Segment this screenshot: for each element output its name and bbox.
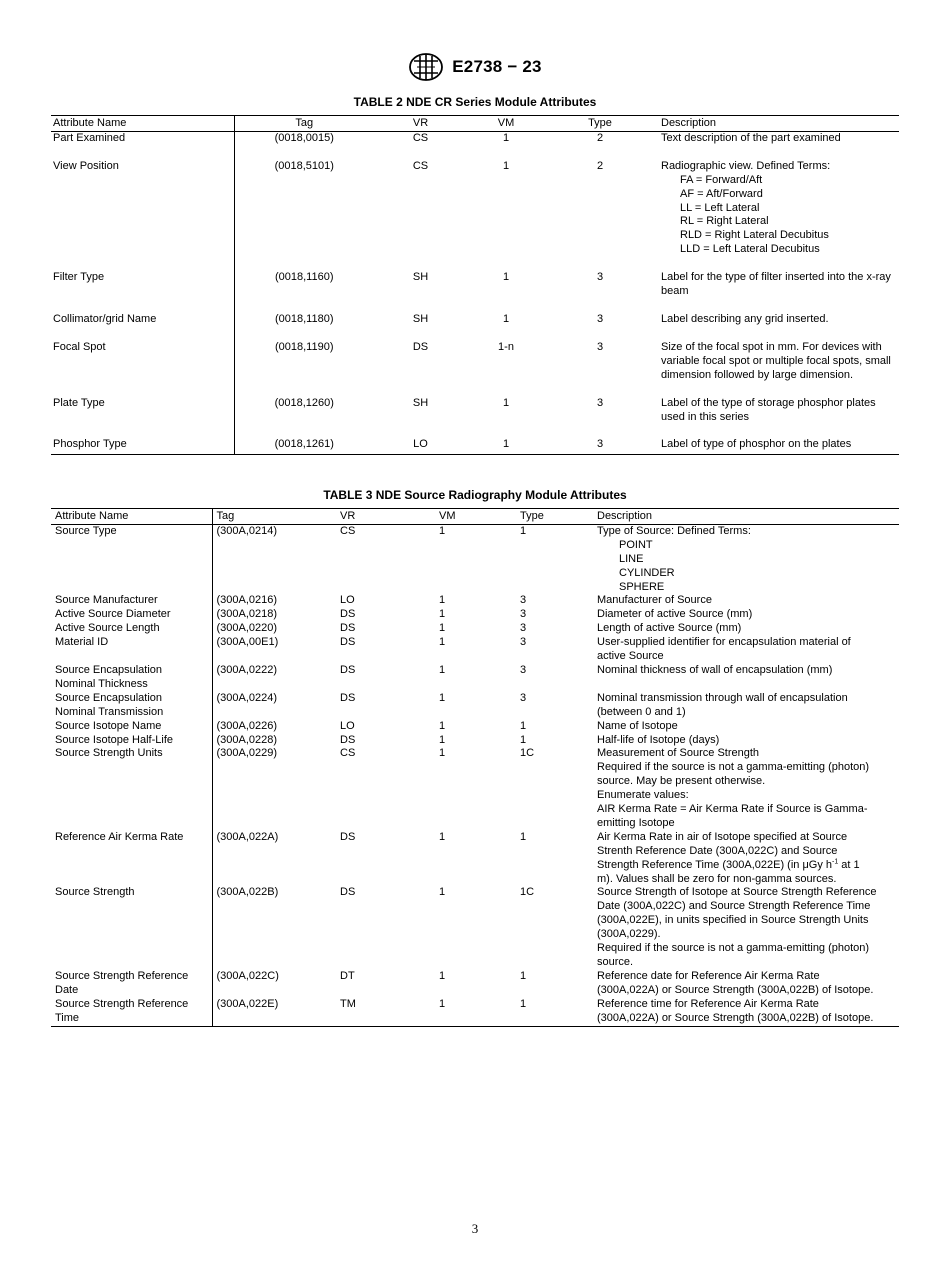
attribute-tag: (0018,1160) <box>274 271 334 284</box>
description-line: Strenth Reference Date (300A,022C) and Source <box>597 844 838 857</box>
attribute-vm: 1 <box>439 997 446 1010</box>
attribute-vr: SH <box>412 312 429 325</box>
attribute-name: Source Isotope Name <box>51 720 212 734</box>
description-line: Measurement of Source Strength <box>597 747 760 760</box>
attribute-tag: (300A,0226) <box>216 719 278 732</box>
attribute-tag: (300A,0216) <box>216 594 278 607</box>
column-header: Description <box>655 116 899 132</box>
column-header: VM <box>467 116 545 132</box>
table2-title: TABLE 2 NDE CR Series Module Attributes <box>353 95 597 109</box>
attribute-name: Source Strength Units <box>51 747 212 830</box>
attribute-vr: TM <box>340 997 356 1010</box>
table-row <box>51 313 899 341</box>
attribute-tag: (0018,1180) <box>274 312 334 325</box>
attribute-name: Active Source Diameter <box>51 608 212 622</box>
attribute-name: Source Type <box>51 524 212 594</box>
description-line: (300A,022A) or Source Strength (300A,022B) of Isotope. <box>597 1011 874 1024</box>
description-line: used in this series <box>661 410 750 423</box>
defined-term: POINT <box>619 538 653 551</box>
attribute-name-line: Source Strength Reference <box>55 997 189 1010</box>
attribute-name: View Position <box>51 160 234 271</box>
attribute-description: Diameter of active Source (mm) <box>597 608 753 621</box>
attribute-type: 3 <box>596 271 604 284</box>
table-row <box>51 341 899 397</box>
description-line: active Source <box>597 650 664 663</box>
attribute-type: 3 <box>596 438 604 451</box>
attribute-tag: (0018,1190) <box>274 340 334 353</box>
attribute-vm: 1 <box>502 312 510 325</box>
attribute-vm: 1 <box>439 663 446 676</box>
column-header: VR <box>336 509 435 525</box>
attribute-tag: (300A,022C) <box>216 969 279 982</box>
attribute-description <box>593 970 899 998</box>
attribute-vr: DS <box>340 830 356 843</box>
defined-term: LINE <box>619 552 644 565</box>
description-line: (between 0 and 1) <box>597 705 686 718</box>
document-designation: E2738 − 23 <box>452 57 542 76</box>
column-header: Type <box>545 116 655 132</box>
attribute-type: 1 <box>520 830 527 843</box>
page-number: 3 <box>471 1221 479 1236</box>
table-row <box>51 438 899 454</box>
attribute-vm: 1 <box>502 396 510 409</box>
table-row <box>51 636 899 664</box>
astm-logo-icon <box>408 52 444 82</box>
attribute-vm: 1 <box>439 733 446 746</box>
table3-header-row <box>51 509 899 525</box>
description-line: m). Values shall be zero for non-gamma sources. <box>597 872 837 885</box>
attribute-description <box>593 524 899 594</box>
attribute-tag: (300A,0218) <box>216 608 278 621</box>
attribute-description <box>593 636 899 664</box>
attribute-description: Half-life of Isotope (days) <box>597 733 720 746</box>
defined-term: RLD = Right Lateral Decubitus <box>680 229 829 242</box>
attribute-name <box>51 998 212 1026</box>
description-line: emitting Isotope <box>597 816 675 829</box>
attribute-description: Name of Isotope <box>597 719 678 732</box>
attribute-name: Collimator/grid Name <box>51 313 234 341</box>
attribute-tag: (300A,0224) <box>216 691 278 704</box>
attribute-description <box>593 831 899 887</box>
description-text: Strength Reference Time (300A,022E) (in μGy h <box>597 858 833 871</box>
attribute-vm: 1 <box>502 159 510 172</box>
attribute-type: 1 <box>520 733 527 746</box>
table-row <box>51 998 899 1026</box>
defined-term: SPHERE <box>619 580 665 593</box>
attribute-vr: DS <box>340 733 356 746</box>
attribute-type: 2 <box>596 159 604 172</box>
attribute-name <box>51 970 212 998</box>
table-row <box>51 886 899 969</box>
attribute-name-line: Source Strength Reference <box>55 969 189 982</box>
attribute-tag: (300A,022A) <box>216 830 279 843</box>
attribute-type: 3 <box>520 636 527 649</box>
attribute-description <box>593 747 899 830</box>
attribute-vm: 1 <box>439 691 446 704</box>
description-line: variable focal spot or multiple focal spots, small <box>661 354 891 367</box>
description-line: Label of the type of storage phosphor plates <box>661 396 876 409</box>
attribute-vr: DS <box>340 886 356 899</box>
attribute-description: Label describing any grid inserted. <box>661 312 829 325</box>
attribute-vr: SH <box>412 396 429 409</box>
defined-term: LL = Left Lateral <box>680 201 760 214</box>
description-line: beam <box>661 285 689 298</box>
attribute-vr: DS <box>340 691 356 704</box>
attribute-vm: 1 <box>439 594 446 607</box>
page-header <box>0 52 950 85</box>
description-line: dimension followed by large dimension. <box>661 368 853 381</box>
description-line: User-supplied identifier for encapsulation material of <box>597 636 851 649</box>
attribute-type: 3 <box>596 312 604 325</box>
attribute-name: Focal Spot <box>51 341 234 397</box>
attribute-type: 1 <box>520 719 527 732</box>
attribute-tag: (300A,0222) <box>216 663 278 676</box>
attribute-name <box>51 692 212 720</box>
attribute-vm: 1 <box>439 622 446 635</box>
attribute-tag: (300A,0229) <box>216 747 278 760</box>
description-line: AIR Kerma Rate = Air Kerma Rate if Source is Gamma- <box>597 803 868 816</box>
attribute-vr: DS <box>340 608 356 621</box>
table-row <box>51 271 899 313</box>
defined-term: LLD = Left Lateral Decubitus <box>680 243 820 256</box>
attribute-vr: LO <box>413 438 428 451</box>
attribute-vr: LO <box>340 719 355 732</box>
attribute-tag: (300A,0220) <box>216 622 278 635</box>
attribute-tag: (0018,1261) <box>274 438 334 451</box>
attribute-vr: DS <box>412 340 429 353</box>
defined-term: AF = Aft/Forward <box>680 187 763 200</box>
description-line: Enumerate values: <box>597 789 689 802</box>
description-line: Required if the source is not a gamma-emitting (photon) <box>597 761 870 774</box>
attribute-tag: (0018,5101) <box>274 159 334 172</box>
attribute-type: 1 <box>520 997 527 1010</box>
table-row <box>51 734 899 748</box>
attribute-type: 3 <box>596 340 604 353</box>
attribute-type: 1C <box>520 886 535 899</box>
attribute-name: Source Isotope Half-Life <box>51 734 212 748</box>
attribute-tag: (300A,0214) <box>216 524 278 537</box>
attribute-name: Phosphor Type <box>51 438 234 454</box>
attribute-name-line: Nominal Transmission <box>55 705 164 718</box>
attribute-description: Manufacturer of Source <box>597 594 712 607</box>
description-line: Size of the focal spot in mm. For devices with <box>661 340 882 353</box>
attribute-description <box>655 160 899 271</box>
description-text: at 1 <box>838 858 860 871</box>
attribute-description: Label of type of phosphor on the plates <box>661 438 852 451</box>
description-line: (300A,022A) or Source Strength (300A,022B) of Isotope. <box>597 983 874 996</box>
table-row <box>51 397 899 439</box>
attribute-tag: (0018,1260) <box>274 396 334 409</box>
attribute-vr: LO <box>340 594 355 607</box>
attribute-description <box>593 998 899 1026</box>
description-line: Required if the source is not a gamma-emitting (photon) <box>597 942 870 955</box>
table-row <box>51 747 899 830</box>
description-line: (300A,022E), in units specified in Source Strength Units <box>597 914 869 927</box>
attribute-tag: (0018,0015) <box>274 131 334 144</box>
attribute-vr: CS <box>340 747 356 760</box>
attribute-tag: (300A,00E1) <box>216 636 279 649</box>
attribute-name: Part Examined <box>51 131 234 159</box>
attribute-vr: CS <box>412 159 429 172</box>
attribute-name: Source Strength <box>51 886 212 969</box>
description-line: Radiographic view. Defined Terms: <box>661 159 831 172</box>
attribute-type: 3 <box>520 622 527 635</box>
attribute-vr: DS <box>340 636 356 649</box>
table2-header-row <box>51 116 899 132</box>
column-header: Attribute Name <box>51 509 212 525</box>
attribute-vm: 1 <box>439 608 446 621</box>
defined-term: FA = Forward/Aft <box>680 173 763 186</box>
attribute-type: 3 <box>520 663 527 676</box>
table-row <box>51 622 899 636</box>
attribute-tag: (300A,022E) <box>216 997 279 1010</box>
attribute-type: 3 <box>520 691 527 704</box>
attribute-type: 2 <box>596 131 604 144</box>
table-row <box>51 970 899 998</box>
description-line: Source Strength of Isotope at Source Strength Reference <box>597 886 877 899</box>
table3 <box>51 508 899 1027</box>
attribute-vr: DS <box>340 663 356 676</box>
attribute-vm: 1 <box>502 271 510 284</box>
attribute-name-line: Nominal Thickness <box>55 677 148 690</box>
description-line: source. <box>597 956 634 968</box>
attribute-type: 1 <box>520 524 527 537</box>
attribute-vm: 1 <box>439 969 446 982</box>
description-line: Type of Source: Defined Terms: <box>597 524 751 537</box>
column-header: Tag <box>212 509 336 525</box>
defined-term: CYLINDER <box>619 566 675 579</box>
attribute-vr: CS <box>412 131 429 144</box>
attribute-description: Text description of the part examined <box>661 131 841 144</box>
table-row <box>51 692 899 720</box>
table-row <box>51 131 899 159</box>
attribute-type: 1C <box>520 747 535 760</box>
column-header: VR <box>374 116 467 132</box>
attribute-description <box>655 397 899 439</box>
attribute-tag: (300A,0228) <box>216 733 278 746</box>
table-row <box>51 594 899 608</box>
table-row <box>51 160 899 271</box>
attribute-vm: 1 <box>439 830 446 843</box>
attribute-tag: (300A,022B) <box>216 886 279 899</box>
attribute-name: Active Source Length <box>51 622 212 636</box>
attribute-vm: 1 <box>439 636 446 649</box>
attribute-vr: CS <box>340 524 356 537</box>
description-line: Reference time for Reference Air Kerma Rate <box>597 997 819 1010</box>
description-line: Date (300A,022C) and Source Strength Reference Time <box>597 900 871 913</box>
attribute-name: Filter Type <box>51 271 234 313</box>
attribute-description <box>655 271 899 313</box>
attribute-vm: 1 <box>439 719 446 732</box>
attribute-vm: 1 <box>502 438 510 451</box>
attribute-type: 3 <box>520 608 527 621</box>
attribute-name-line: Source Encapsulation <box>55 663 163 676</box>
attribute-vr: DS <box>340 622 356 635</box>
attribute-vm: 1 <box>439 524 446 537</box>
superscript: -1 <box>832 858 839 865</box>
attribute-description: Length of active Source (mm) <box>597 622 742 635</box>
table2 <box>51 115 899 455</box>
description-line: Nominal transmission through wall of encapsulation <box>597 691 848 704</box>
attribute-name: Reference Air Kerma Rate <box>51 831 212 887</box>
table-row <box>51 720 899 734</box>
attribute-name: Source Manufacturer <box>51 594 212 608</box>
attribute-vm: 1 <box>439 886 446 899</box>
description-line: Air Kerma Rate in air of Isotope specified at Source <box>597 830 848 843</box>
description-line: Reference date for Reference Air Kerma Rate <box>597 969 820 982</box>
attribute-name-line: Time <box>55 1011 80 1024</box>
attribute-description <box>655 341 899 397</box>
table-row <box>51 524 899 594</box>
attribute-name <box>51 664 212 692</box>
table-row <box>51 664 899 692</box>
attribute-name-line: Source Encapsulation <box>55 691 163 704</box>
attribute-description: Nominal thickness of wall of encapsulation (mm) <box>597 663 833 676</box>
table3-title: TABLE 3 NDE Source Radiography Module Attributes <box>323 488 627 502</box>
description-line: (300A,0229). <box>597 928 661 941</box>
attribute-type: 1 <box>520 969 527 982</box>
attribute-vr: SH <box>412 271 429 284</box>
column-header: Tag <box>234 116 374 132</box>
table-row <box>51 831 899 887</box>
defined-term: RL = Right Lateral <box>680 215 769 228</box>
table-row <box>51 608 899 622</box>
column-header: VM <box>435 509 516 525</box>
description-line <box>597 859 899 873</box>
attribute-vm: 1 <box>439 747 446 760</box>
attribute-type: 3 <box>596 396 604 409</box>
column-header: Type <box>516 509 593 525</box>
attribute-vm: 1 <box>502 131 510 144</box>
attribute-vr: DT <box>340 969 355 982</box>
attribute-description <box>593 692 899 720</box>
attribute-name: Material ID <box>51 636 212 664</box>
column-header: Attribute Name <box>51 116 234 132</box>
attribute-description <box>593 886 899 969</box>
attribute-name: Plate Type <box>51 397 234 439</box>
description-line: Label for the type of filter inserted into the x-ray <box>661 271 891 284</box>
description-line: source. May be present otherwise. <box>597 775 766 788</box>
attribute-vm: 1-n <box>498 340 514 353</box>
attribute-name-line: Date <box>55 983 79 996</box>
attribute-type: 3 <box>520 594 527 607</box>
column-header: Description <box>593 509 899 525</box>
